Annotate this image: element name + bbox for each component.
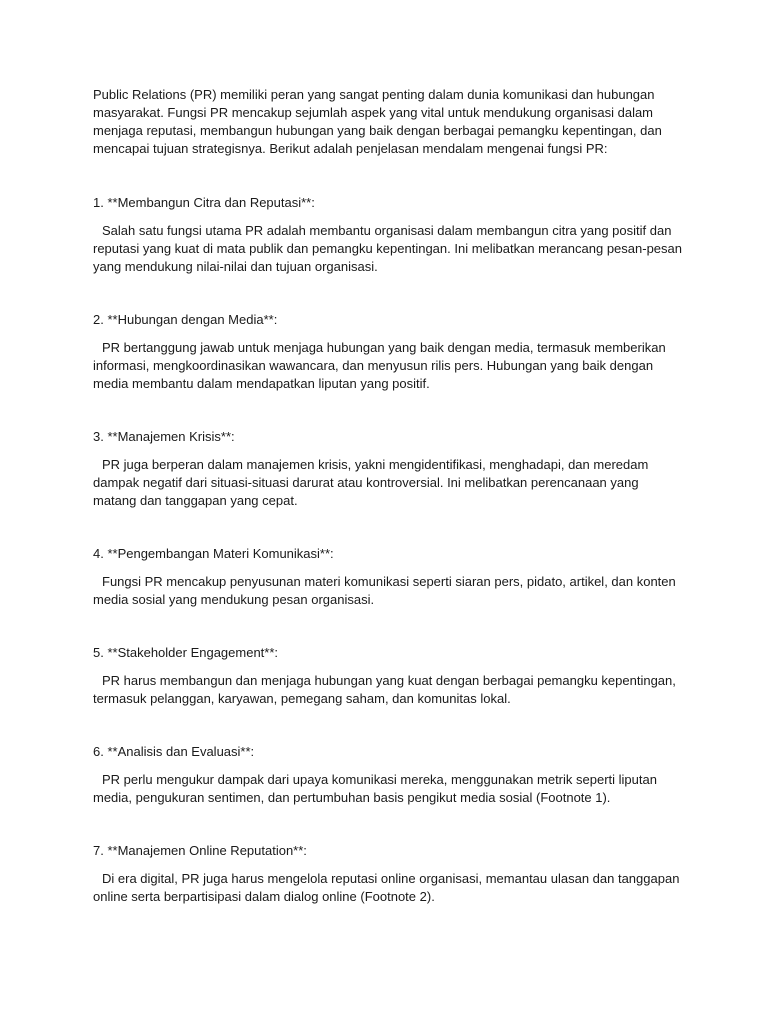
section-heading: 2. **Hubungan dengan Media**: bbox=[93, 312, 278, 327]
section-5 bbox=[93, 644, 683, 708]
section-1 bbox=[93, 194, 683, 276]
section-body: Di era digital, PR juga harus mengelola reputasi online organisasi, memantau ulasan dan tanggapan online serta berpartisipasi dalam dialog online (Footnote 2). bbox=[93, 871, 680, 904]
section-body: PR juga berperan dalam manajemen krisis, yakni mengidentifikasi, menghadapi, dan meredam dampak negatif dari situasi-situasi darurat atau kontroversial. Ini melibatkan perencanaan yang matang dan tanggapan yang cepat. bbox=[93, 457, 649, 508]
section-heading: 4. **Pengembangan Materi Komunikasi**: bbox=[93, 546, 334, 561]
document-page bbox=[93, 86, 683, 906]
section-3 bbox=[93, 428, 683, 510]
section-heading: 7. **Manajemen Online Reputation**: bbox=[93, 843, 307, 858]
section-7 bbox=[93, 842, 683, 906]
section-body: PR harus membangun dan menjaga hubungan yang kuat dengan berbagai pemangku kepentingan, termasuk pelanggan, karyawan, pemegang saham, dan komunitas lokal. bbox=[93, 673, 676, 706]
section-4 bbox=[93, 545, 683, 609]
section-body: PR bertanggung jawab untuk menjaga hubungan yang baik dengan media, termasuk memberikan informasi, mengkoordinasikan wawancara, dan menyusun rilis pers. Hubungan yang baik dengan media membantu dalam mendapatkan liputan yang positif. bbox=[93, 340, 666, 391]
section-body: Salah satu fungsi utama PR adalah membantu organisasi dalam membangun citra yang positif dan reputasi yang kuat di mata publik dan pemangku kepentingan. Ini melibatkan merancang pesan-pesan yang mendukung nilai-nilai dan tujuan organisasi. bbox=[93, 223, 682, 274]
section-body: Fungsi PR mencakup penyusunan materi komunikasi seperti siaran pers, pidato, artikel, dan konten media sosial yang mendukung pesan organisasi. bbox=[93, 574, 676, 607]
intro-paragraph: Public Relations (PR) memiliki peran yang sangat penting dalam dunia komunikasi dan hubungan masyarakat. Fungsi PR mencakup sejumlah aspek yang vital untuk mendukung organisasi dalam menjaga reputasi, membangun hubungan yang baik dengan berbagai pemangku kepentingan, dan mencapai tujuan strategisnya. Berikut adalah penjelasan mendalam mengenai fungsi PR: bbox=[93, 87, 662, 156]
section-body: PR perlu mengukur dampak dari upaya komunikasi mereka, menggunakan metrik seperti liputan media, pengukuran sentimen, dan pertumbuhan basis pengikut media sosial (Footnote 1). bbox=[93, 772, 657, 805]
section-2 bbox=[93, 311, 683, 393]
section-heading: 5. **Stakeholder Engagement**: bbox=[93, 645, 279, 660]
section-6 bbox=[93, 743, 683, 807]
section-heading: 1. **Membangun Citra dan Reputasi**: bbox=[93, 195, 315, 210]
section-heading: 3. **Manajemen Krisis**: bbox=[93, 429, 235, 444]
section-heading: 6. **Analisis dan Evaluasi**: bbox=[93, 744, 255, 759]
